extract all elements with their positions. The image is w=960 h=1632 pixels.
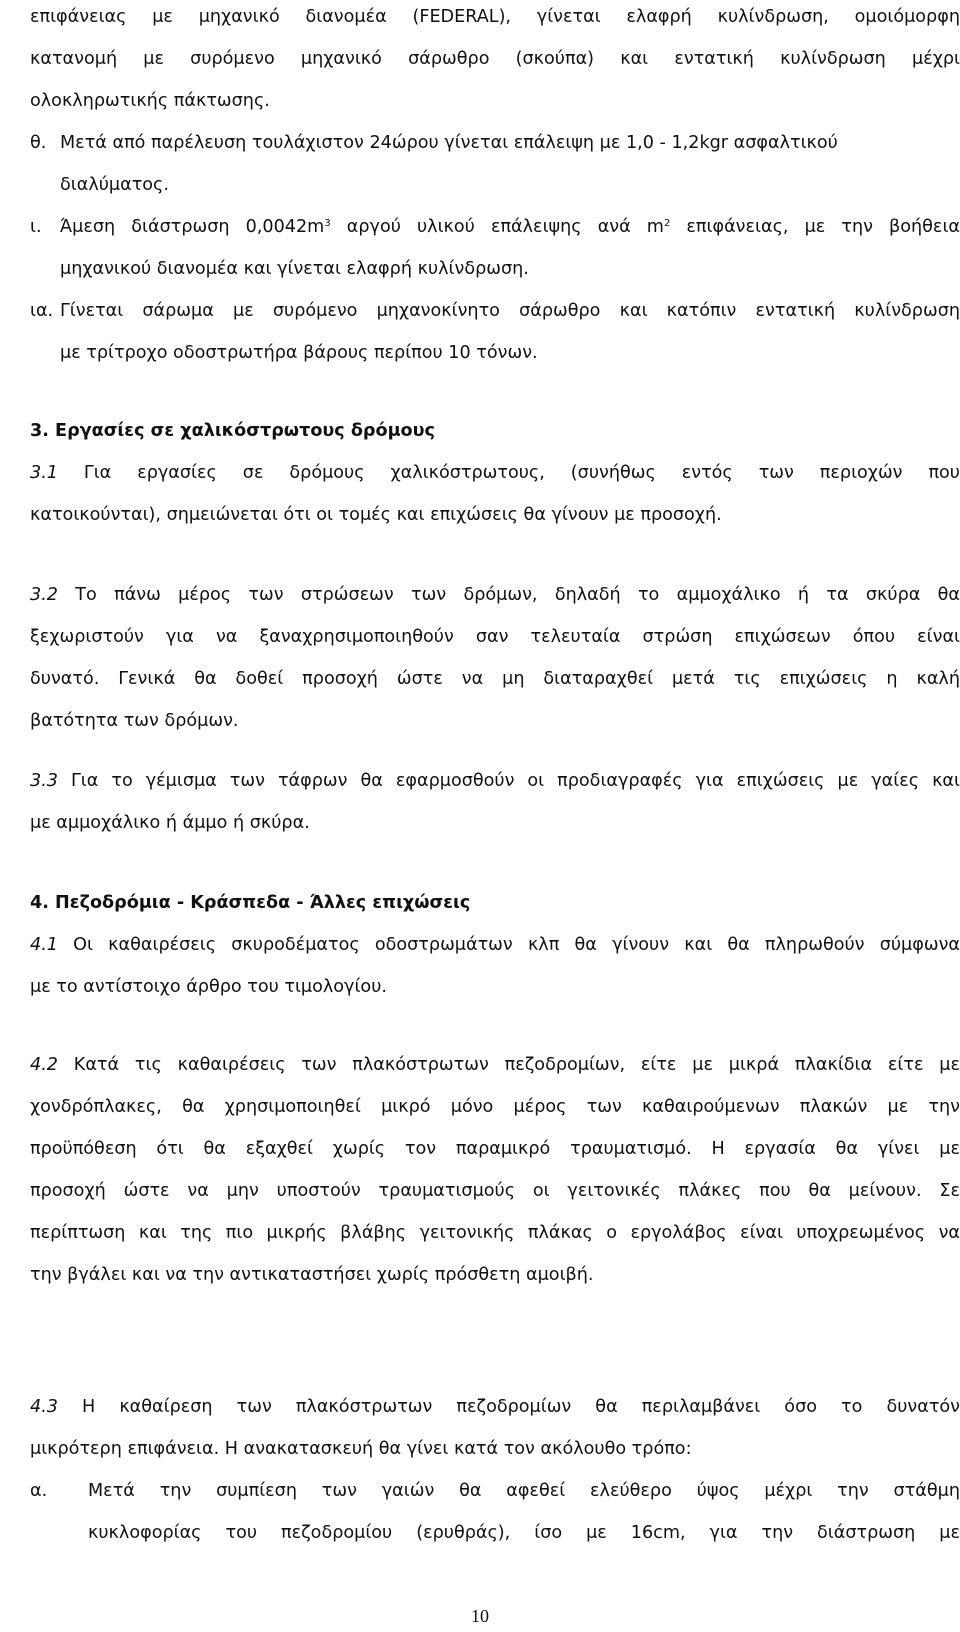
text-span: αργού υλικού επάλειψης ανά m [330,217,664,237]
paragraph-number: 4.1 [30,935,58,955]
text-line: βατότητα των δρόμων. [30,711,239,731]
paragraph-number: 4.2 [30,1055,58,1075]
text-line: Μετά την συμπίεση των γαιών θα αφεθεί ελεύθερο ύψος μέχρι την στάθμη [88,1481,960,1501]
list-marker: ια. [30,301,54,321]
text-line: κατοικούνται), σημειώνεται ότι οι τομές και επιχώσεις θα γίνουν με προσοχή. [30,505,722,525]
text-span: Το πάνω μέρος των στρώσεων των δρόμων, δηλαδή το αμμοχάλικο ή τα σκύρα θα [57,585,960,605]
list-marker: θ. [30,133,47,153]
text-line: Μετά από παρέλευση τουλάχιστον 24ώρου γίνεται επάλειψη με 1,0 - 1,2kgr ασφαλτικού [60,133,838,153]
text-line: ολοκληρωτικής πάκτωσης. [30,91,270,111]
text-line: δυνατό. Γενικά θα δοθεί προσοχή ώστε να μη διαταραχθεί μετά τις επιχώσεις η καλή [30,669,960,689]
text-span: Κατά τις καθαιρέσεις των πλακόστρωτων πεζοδρομίων, είτε με μικρά πλακίδια είτε με [57,1055,960,1075]
text-line: προϋπόθεση ότι θα εξαχθεί χωρίς τον παραμικρό τραυματισμό. Η εργασία θα γίνει με [30,1139,960,1159]
text-line: προσοχή ώστε να μην υποστούν τραυματισμούς οι γειτονικές πλάκες που θα μείνουν. Σε [30,1181,960,1201]
paragraph-number: 3.2 [30,585,58,605]
list-marker: α. [30,1481,48,1501]
text-line: χονδρόπλακες, θα χρησιμοποιηθεί μικρό μόνο μέρος των καθαιρούμενων πλακών με την [30,1097,960,1117]
text-line: μηχανικού διανομέα και γίνεται ελαφρή κυλίνδρωση. [60,259,529,279]
paragraph-number: 3.3 [30,771,58,791]
text-line: μικρότερη επιφάνεια. Η ανακατασκευή θα γίνει κατά τον ακόλουθο τρόπο: [30,1439,692,1459]
text-line-with-superscripts [60,216,960,238]
superscript: 3 [324,218,331,229]
text-span: Η καθαίρεση των πλακόστρωτων πεζοδρομίων θα περιλαμβάνει όσο το δυνατόν [57,1397,960,1417]
paragraph-number: 4.3 [30,1397,58,1417]
text-span: επιφάνειας, με την βοήθεια [670,217,960,237]
text-line: κυκλοφορίας του πεζοδρομίου (ερυθράς), ίσο με 16cm, για την διάστρωση με [88,1523,960,1543]
text-line: κατανομή με συρόμενο μηχανικό σάρωθρο (σκούπα) και εντατική κυλίνδρωση μέχρι [30,49,960,69]
text-line: με το αντίστοιχο άρθρο του τιμολογίου. [30,977,387,997]
text-line: με τρίτροχο οδοστρωτήρα βάρους περίπου 10 τόνων. [60,343,538,363]
text-line: επιφάνειας με μηχανικό διανομέα (FEDERAL), γίνεται ελαφρή κυλίνδρωση, ομοιόμορφη [30,7,960,27]
text-line: με αμμοχάλικο ή άμμο ή σκύρα. [30,813,310,833]
paragraph-line [30,1054,960,1076]
paragraph-line [30,584,960,606]
text-span: Άμεση διάστρωση 0,0042m [60,217,325,237]
list-marker: ι. [30,217,42,237]
section-heading: 4. Πεζοδρόμια - Κράσπεδα - Άλλες επιχώσεις [30,893,471,913]
text-span: Για το γέμισμα των τάφρων θα εφαρμοσθούν οι προδιαγραφές για επιχώσεις με γαίες και [57,771,960,791]
text-line: περίπτωση και της πιο μικρής βλάβης γειτονικής πλάκας ο εργολάβος είναι υποχρεωμένος να [30,1223,960,1243]
text-line: Γίνεται σάρωμα με συρόμενο μηχανοκίνητο σάρωθρο και κατόπιν εντατική κυλίνδρωση [60,301,960,321]
text-span: Οι καθαιρέσεις σκυροδέματος οδοστρωμάτων κλπ θα γίνουν και θα πληρωθούν σύμφωνα [57,935,960,955]
text-line: ξεχωριστούν για να ξαναχρησιμοποιηθούν σαν τελευταία στρώση επιχώσεων όπου είναι [30,627,960,647]
text-span: Για εργασίες σε δρόμους χαλικόστρωτους, (συνήθως εντός των περιοχών που [57,463,960,483]
superscript: 2 [663,218,671,229]
paragraph-line [30,934,960,956]
text-line: διαλύματος. [60,175,169,195]
page-number: 10 [471,1606,489,1626]
paragraph-line [30,1396,960,1418]
paragraph-line [30,770,960,792]
section-heading: 3. Εργασίες σε χαλικόστρωτους δρόμους [30,421,435,441]
text-line: την βγάλει και να την αντικαταστήσει χωρίς πρόσθετη αμοιβή. [30,1265,594,1285]
paragraph-line [30,462,960,484]
paragraph-number: 3.1 [30,463,58,483]
